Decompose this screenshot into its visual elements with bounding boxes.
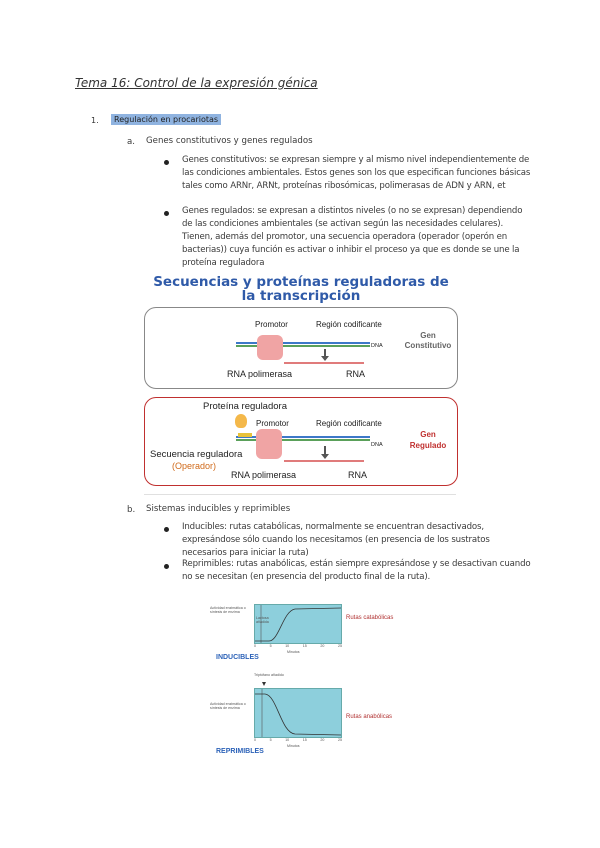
gene-type-label: Regulado [409,441,447,450]
page-title: Tema 16: Control de la expresión génica [75,76,318,90]
bullet-icon [164,527,169,532]
bullet-icon [164,160,169,165]
x-tick: 5 [269,738,272,742]
arrow-down-icon [321,356,329,361]
graph-annotation: Lactosa añadida [256,616,269,625]
promotor-label: Promotor [255,320,288,329]
graph-x-ticks [254,738,342,742]
rna-label: RNA [346,369,366,379]
inducible-label: INDUCIBLES [216,654,259,661]
x-tick: 15 [302,738,307,742]
graph-annotation: Triptófano añadido [254,673,284,677]
subsection-heading-a: Genes constitutivos y genes regulados [146,136,313,146]
rna-label: RNA [348,470,368,480]
x-tick: 15 [302,644,307,648]
rna-strand [284,460,364,462]
repressible-curve [255,689,341,737]
graph-x-label: Minutos [287,650,300,654]
coding-region-label: Región codificante [316,320,382,329]
subsection-letter-b: b. [127,505,136,515]
graph-y-label: Actividad enzimática o síntesis de enzima [210,606,246,615]
graph-x-label: Minutos [287,744,300,748]
x-tick: 10 [285,644,290,648]
subsection-heading-b: Sistemas inducibles y reprimibles [146,504,291,514]
x-tick: 20 [320,644,325,648]
rna-strand [284,362,364,364]
gene-type-label: Constitutivo [404,341,452,350]
divider [144,494,456,495]
section-heading: Regulación en procariotas [111,114,221,125]
anabolic-route-label: Rutas anabólicas [346,714,393,720]
rna-polymerase-label: RNA polimerasa [231,470,297,480]
bullet-text: Genes constitutivos: se expresan siempre y al mismo nivel independientemente de las condiciones ambientales. Estos genes son los que especifican funciones básicas tales como ARNr, ARNt, proteínas ribosómicas, polimerasas de ADN y ARN, et [182,155,531,191]
gene-type-label: Gen [420,430,436,439]
repressible-graph [254,688,342,738]
diagram-title: Secuencias y proteínas reguladoras de la transcripción [153,274,449,304]
x-tick: 5 [269,644,272,648]
x-tick: 0 [254,738,256,742]
coding-region-label: Región codificante [316,419,382,428]
subsection-letter-a: a. [127,137,135,147]
bullet-text: Inducibles: rutas catabólicas, normalmente se encuentran desactivados, expresándose sólo cuando los necesitamos (en presencia de los sustratos necesarios para iniciar la ruta) [182,522,490,558]
operator-region [238,433,252,437]
rna-polymerase-shape [257,335,283,360]
repressible-label: REPRIMIBLES [216,748,264,755]
gene-type-label: Gen [420,331,436,340]
x-tick: 10 [285,738,290,742]
bullet-icon [164,211,169,216]
rna-polymerase-label: RNA polimerasa [227,369,293,379]
x-tick: 20 [320,738,325,742]
bullet-text: Genes regulados: se expresan a distintos niveles (o no se expresan) dependiendo de las condiciones ambientales (se activan según las necesidades celulares). Tienen, además del promotor, una secuencia operadora (operador (operón en bacterias)) cuya función es activar o inhibir el proceso ya que es donde se une la proteína reguladora [182,206,523,268]
arrow-down-icon [262,682,266,686]
bullet-text: Reprimibles: rutas anabólicas, están siempre expresándose y se desactivan cuando no se necesitan (en presencia del producto final de la ruta). [182,559,531,582]
regulatory-protein-label: Proteína reguladora [203,401,287,412]
promotor-label: Promotor [256,419,289,428]
graph-x-ticks [254,644,342,648]
section-number: 1. [91,116,99,125]
catabolic-route-label: Rutas catabólicas [346,615,394,621]
x-tick: 25 [337,738,342,742]
regulatory-sequence-label: Secuencia reguladora [150,449,243,460]
operator-label: (Operador) [172,461,217,471]
dna-label: DNA [371,442,383,448]
bullet-icon [164,564,169,569]
dna-label: DNA [371,343,383,349]
graph-y-label: Actividad enzimática o síntesis de enzima [210,702,246,711]
x-tick: 25 [337,644,342,648]
x-tick: 0 [254,644,256,648]
rna-polymerase-shape [256,429,282,459]
regulatory-protein-shape [235,414,247,428]
arrow-down-icon [321,454,329,459]
